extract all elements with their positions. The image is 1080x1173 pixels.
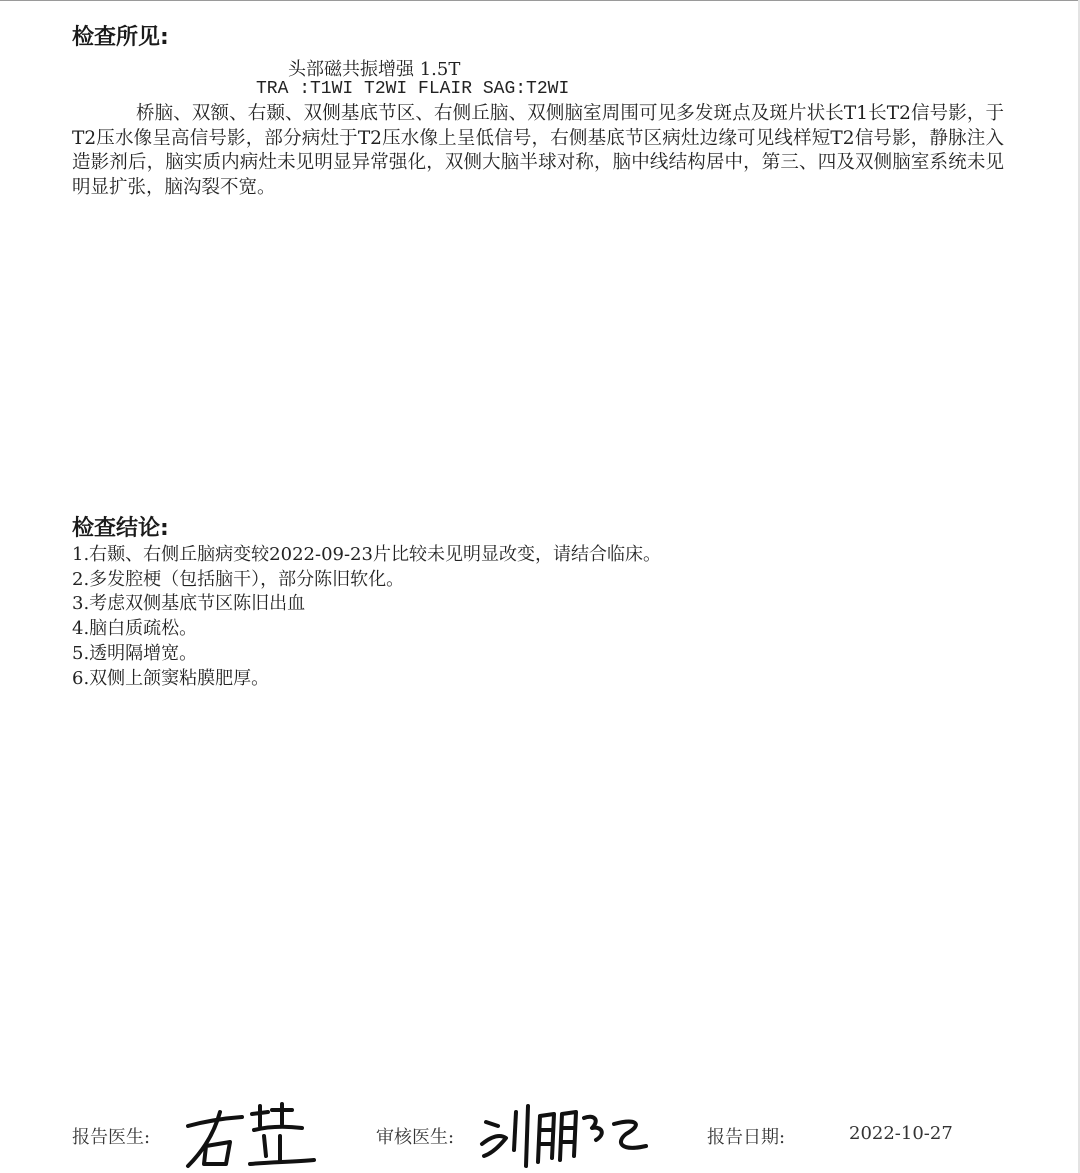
conclusion-heading: 检查结论: [72,516,169,541]
conclusion-list [72,543,661,691]
top-border [0,0,1080,1]
reporter-signature [180,1100,320,1172]
exam-title: 头部磁共振增强 1.5T [288,59,461,80]
conclusion-item-2: 2.多发腔梗（包括脑干），部分陈旧软化。 [72,568,405,590]
sequence-line: TRA :T1WI T2WI FLAIR SAG:T2WI [256,79,570,99]
report-date-value: 2022-10-27 [849,1123,953,1144]
conclusion-item-6: 6.双侧上颌窦粘膜肥厚。 [72,667,270,689]
conclusion-item-1: 1.右颞、右侧丘脑病变较2022-09-23片比较未见明显改变，请结合临床。 [72,544,661,565]
reporter-label: 报告医生: [72,1127,151,1148]
conclusion-item-4: 4.脑白质疏松。 [72,618,198,640]
conclusion-item-3: 3.考虑双侧基底节区陈旧出血 [72,593,306,615]
reviewer-signature [476,1100,656,1172]
findings-paragraph: 桥脑、双额、右颞、双侧基底节区、右侧丘脑、双侧脑室周围可见多发斑点及斑片状长T1长T2信号影，于T2压水像呈高信号影，部分病灶于T2压水像上呈低信号，右侧基底节区病灶边缘可见线样短T2信号影，静脉注入造影剂后，脑实质内病灶未见明显异常强化，双侧大脑半球对称，脑中线结构居中，第三、四及双侧脑室系统未见明显扩张，脑沟裂不宽。 [72,103,1004,198]
reviewer-label: 审核医生: [376,1127,455,1148]
report-date-label: 报告日期: [707,1127,786,1148]
findings-heading: 检查所见: [72,25,169,50]
conclusion-item-5: 5.透明隔增宽。 [72,642,198,664]
